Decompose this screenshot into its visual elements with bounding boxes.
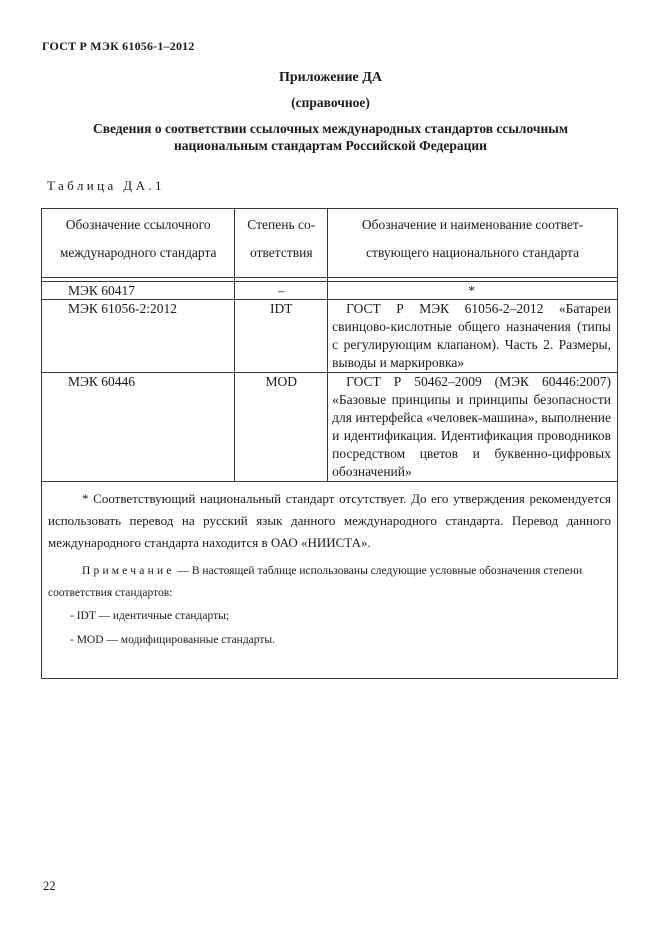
cell-degree: –: [235, 282, 328, 300]
cell-international-code: МЭК 60417: [42, 282, 235, 300]
cell-degree: MOD: [235, 373, 328, 482]
legend-item: - IDT — идентичные стандарты;: [70, 610, 230, 622]
table-row: [42, 282, 618, 300]
appendix-heading-line1: Сведения о соответствии ссылочных международных стандартов ссылочным: [92, 121, 569, 136]
cell-international-code: МЭК 60446: [42, 373, 235, 482]
correspondence-table: [41, 208, 618, 679]
appendix-heading: [40, 120, 621, 154]
footnote: * Соответствующий национальный стандарт отсутствует. До его утверждения рекомендуется использовать перевод на русский язык данного международного стандарта. Перевод данного международного стандарта находится в ОАО «НИИСТА».: [48, 491, 611, 550]
running-header: ГОСТ Р МЭК 61056-1–2012: [42, 39, 195, 53]
column-header-international: Обозначение ссылочного международного стандарта: [42, 209, 235, 278]
table-row: [42, 373, 618, 482]
legend-item: - MOD — модифицированные стандарты.: [70, 634, 276, 646]
cell-degree: IDT: [235, 300, 328, 373]
page-number: 22: [43, 879, 56, 893]
table-header-row: [42, 209, 618, 278]
note-text: — В настоящей таблице использованы следующие условные обозначения степени соответствия стандартов:: [48, 565, 583, 599]
note: [48, 560, 611, 604]
table-footer: [42, 482, 618, 679]
column-header-degree: Степень со- ответствия: [235, 209, 328, 278]
column-header-national: Обозначение и наименование соответ- ствующего национального стандарта: [328, 209, 618, 278]
appendix-title: Приложение ДА: [278, 70, 383, 85]
table-footer-row: [42, 482, 618, 679]
table-caption: Таблица ДА.1: [47, 178, 165, 193]
cell-national-standard: *: [328, 282, 618, 300]
note-label: Примечание: [82, 565, 175, 577]
appendix-heading-line2: национальным стандартам Российской Федерации: [174, 138, 487, 153]
cell-international-code: МЭК 61056-2:2012: [42, 300, 235, 373]
cell-national-standard: ГОСТ Р МЭК 61056-2–2012 «Батареи свинцово-кислотные общего назначения (типы с регулирующим клапаном). Часть 2. Размеры, выводы и маркировка»: [328, 300, 618, 373]
table-row: [42, 300, 618, 373]
cell-national-standard: ГОСТ Р 50462–2009 (МЭК 60446:2007) «Базовые принципы и принципы безопасности для интерфейса «человек-машина», выполнение и идентификация. Идентификация проводников посредством цветов и буквенно-цифровых обозначений»: [328, 373, 618, 482]
appendix-subtitle: (справочное): [291, 95, 370, 110]
